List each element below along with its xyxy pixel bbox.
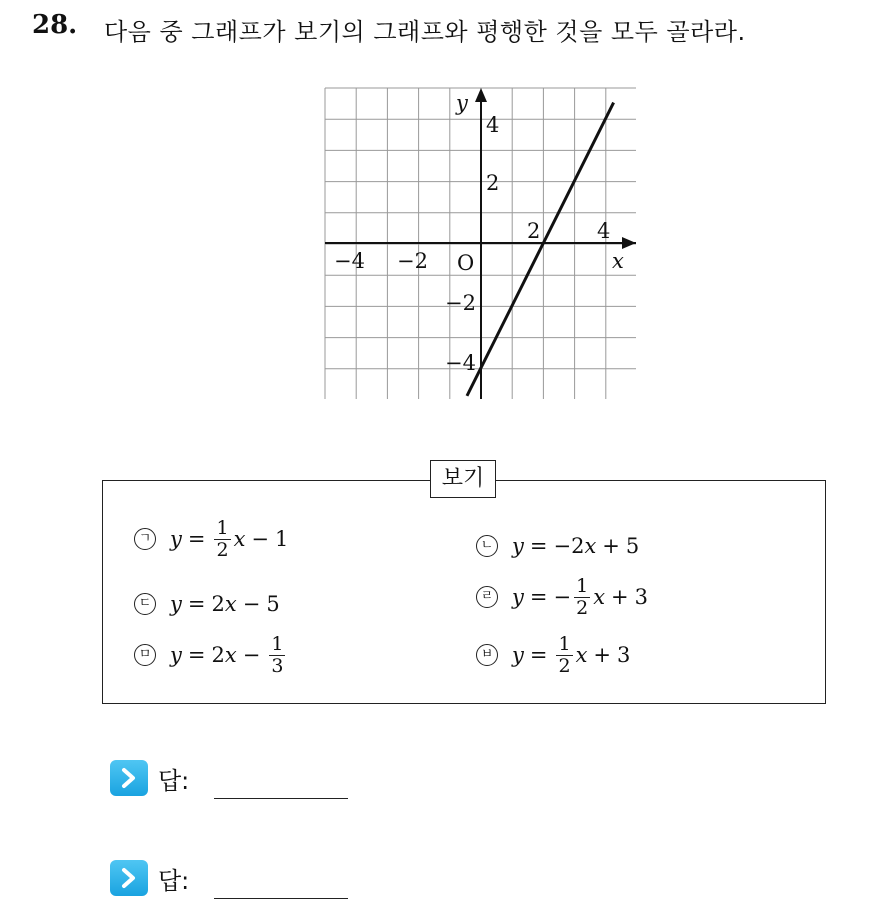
x-tick-label: −2 — [397, 249, 428, 273]
graph-tick-labels — [334, 91, 624, 375]
question-text: 다음 중 그래프가 보기의 그래프와 평행한 것을 모두 골라라. — [104, 18, 746, 46]
y-tick-label: 2 — [486, 171, 500, 195]
chevron-right-icon — [110, 760, 148, 796]
choice-c: ㄷ y = 2 x − 5 — [134, 592, 280, 616]
x-axis-arrow — [622, 237, 636, 249]
chevron-right-icon — [110, 860, 148, 896]
choice-marker: ㅁ — [134, 644, 156, 666]
y-tick-label: 4 — [486, 113, 500, 137]
x-tick-label: 4 — [597, 219, 611, 243]
choice-f: ㅂ y = $\frac{1}{2}$ x + 3 — [476, 634, 630, 677]
fraction: $\frac{1}{3}$ — [271, 633, 284, 677]
answer-row-1 — [110, 760, 189, 796]
choice-marker: ㄷ — [134, 593, 156, 615]
choices-box-title: 보기 — [430, 460, 496, 498]
origin-label: O — [457, 251, 475, 275]
choice-a: ㄱ y = $\frac{1}{2}$ x − 1 — [134, 518, 288, 561]
choice-e: ㅁ y = 2 x − $\frac{1}{3}$ — [134, 634, 288, 677]
y-axis-arrow — [475, 88, 487, 102]
answer-label: 답: — [158, 866, 190, 895]
answer-label: 답: — [158, 766, 190, 795]
y-tick-label: −4 — [445, 351, 476, 375]
fraction: $\frac{1}{2}$ — [576, 575, 589, 619]
fraction: $\frac{1}{2}$ — [558, 633, 571, 677]
choice-marker: ㄹ — [476, 586, 498, 608]
y-tick-label: −2 — [445, 291, 476, 315]
x-tick-label: 2 — [527, 219, 541, 243]
choice-d: ㄹ y = − $\frac{1}{2}$ x + 3 — [476, 576, 648, 619]
choice-marker: ㄴ — [476, 535, 498, 557]
graph-axes — [325, 88, 636, 399]
fraction: $\frac{1}{2}$ — [216, 517, 229, 561]
answer-input-1[interactable] — [214, 798, 348, 799]
answer-input-2[interactable] — [214, 898, 348, 899]
choice-marker: ㄱ — [134, 528, 156, 550]
answer-row-2 — [110, 860, 189, 896]
choice-marker: ㅂ — [476, 644, 498, 666]
graph-line — [467, 103, 614, 396]
x-tick-label: −4 — [334, 249, 365, 273]
problem-number: 28. — [32, 10, 78, 40]
y-axis-label: y — [456, 91, 468, 115]
choice-b: ㄴ y = −2 x + 5 — [476, 534, 639, 558]
coordinate-graph — [0, 0, 884, 420]
x-axis-label: x — [612, 249, 624, 273]
